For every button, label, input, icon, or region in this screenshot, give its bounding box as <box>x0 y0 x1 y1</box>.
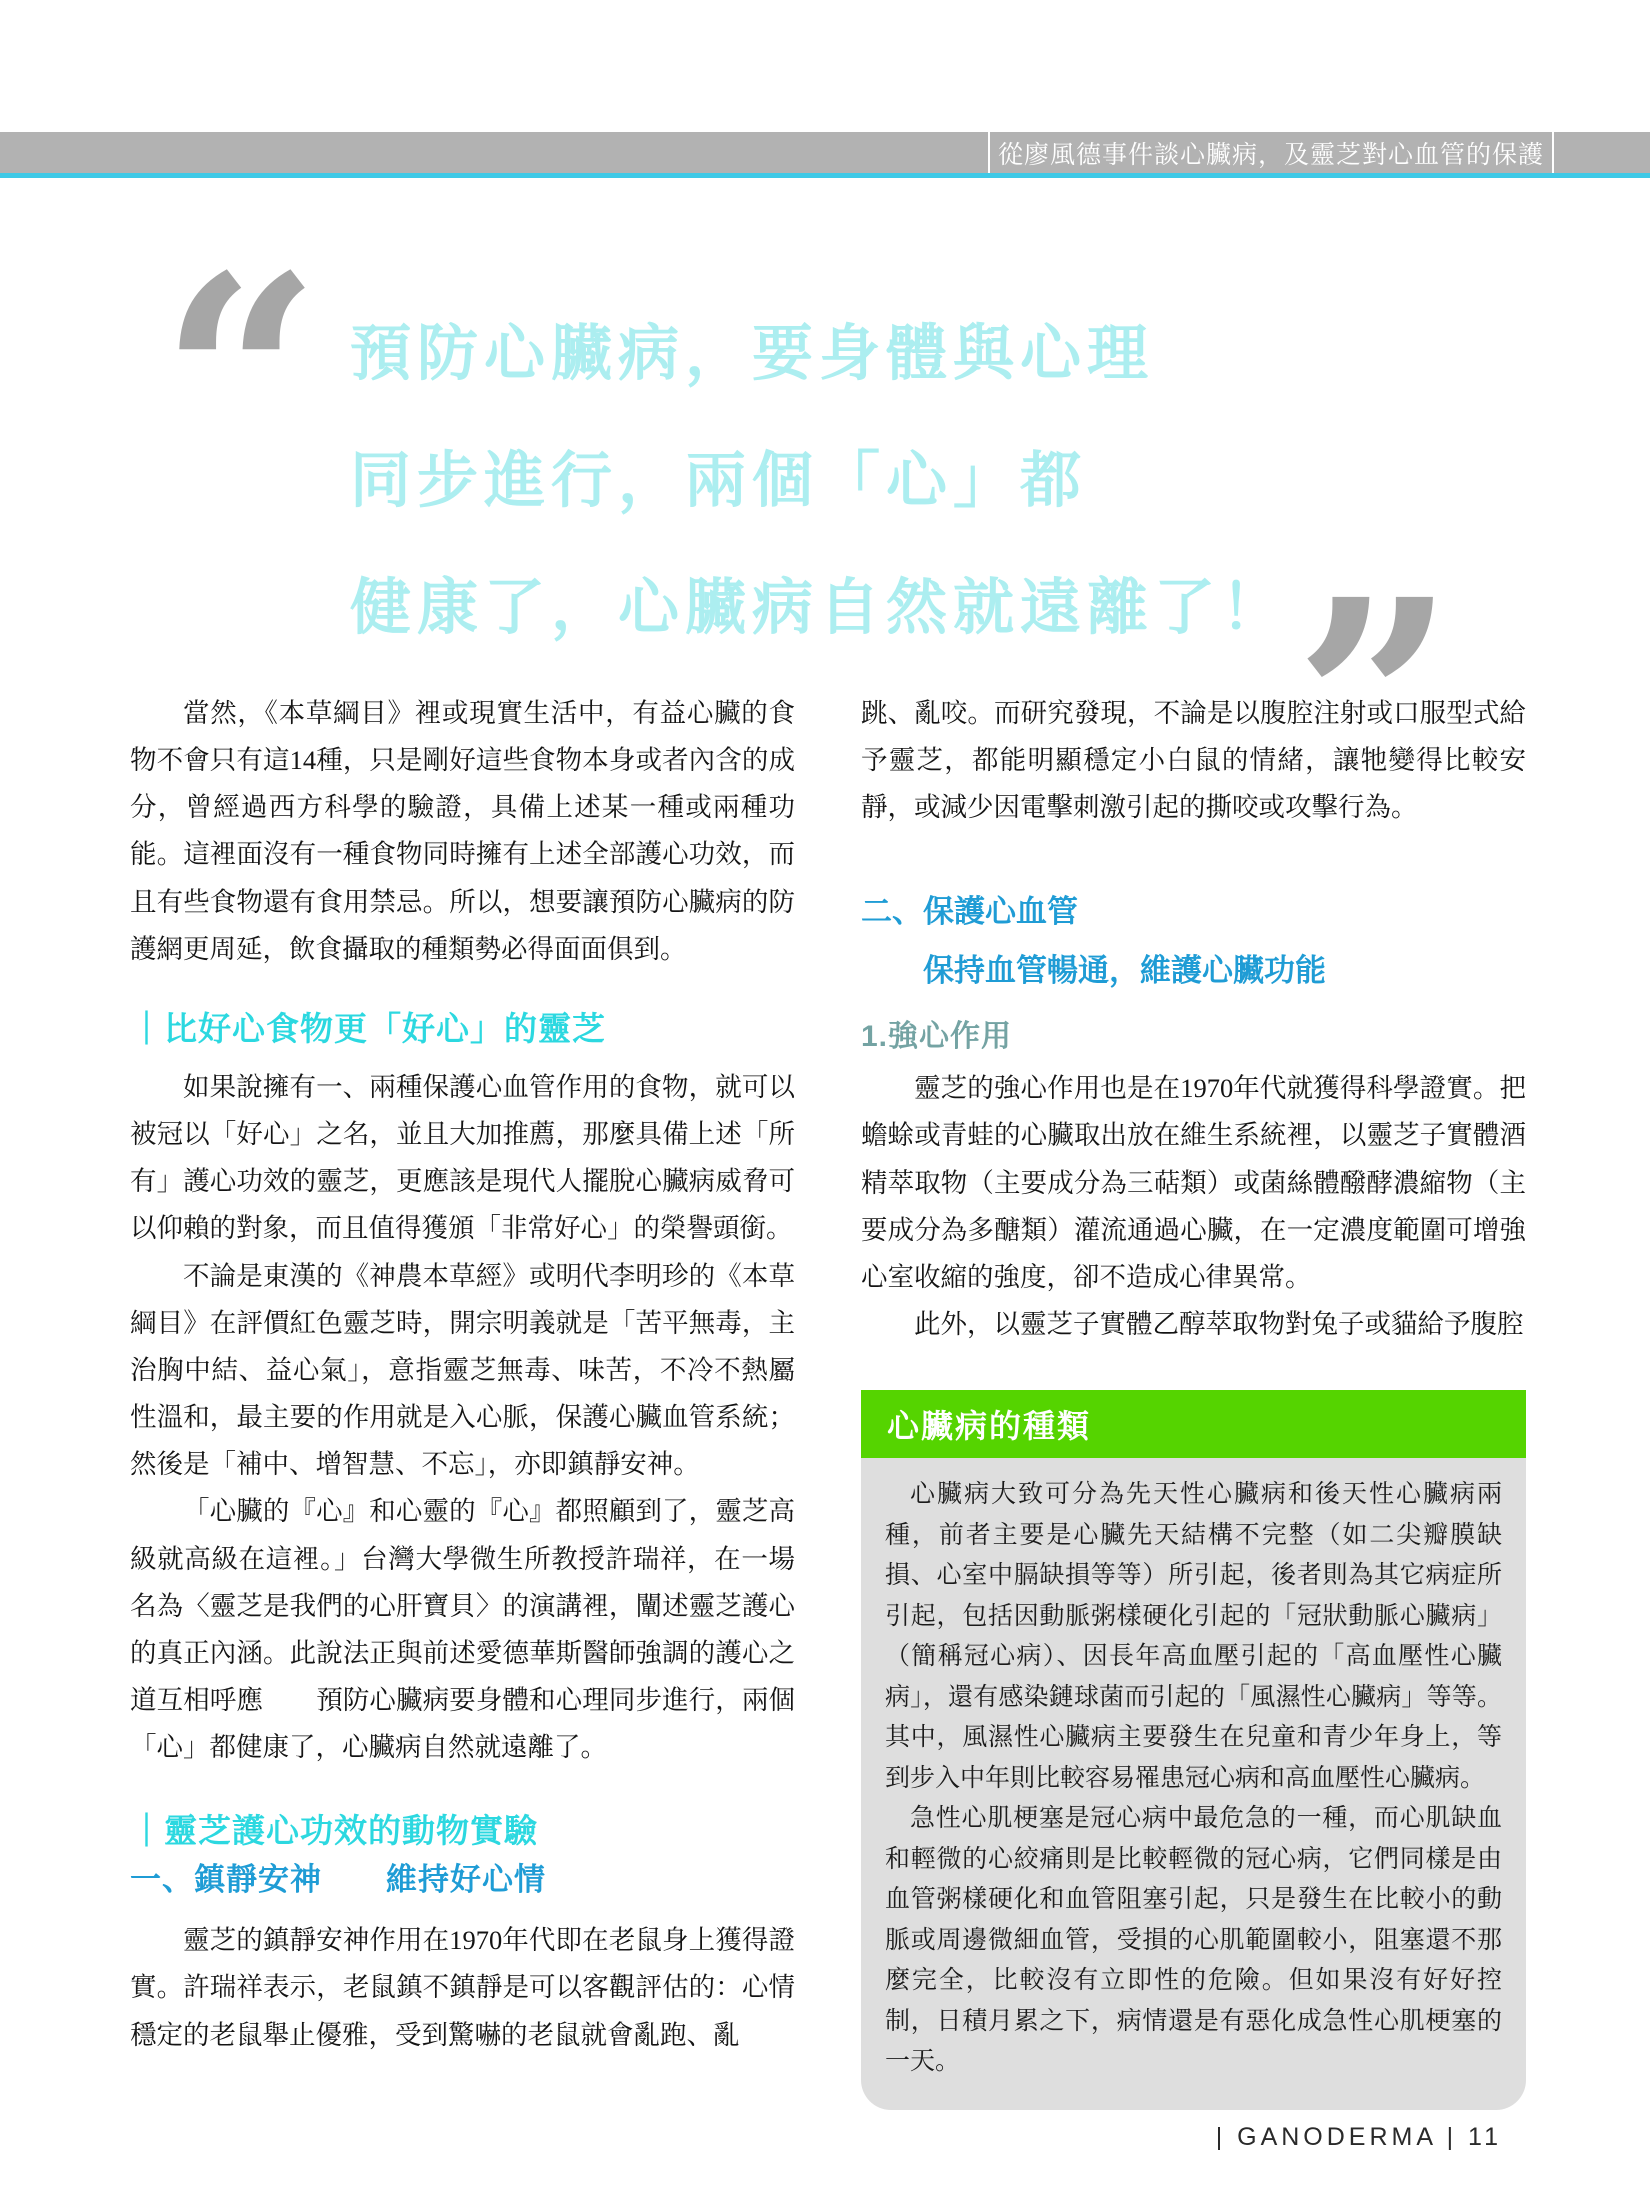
paragraph: 不論是東漢的《神農本草經》或明代李明珍的《本草綱目》在評價紅色靈芝時，開宗明義就是「苦平無毒，主治胸中結、益心氣」，意指靈芝無毒、味苦，不冷不熱屬性溫和，最主要的作用就是入心脈，保護心臟血管系統；然後是「補中、增智慧、不忘」，亦即鎮靜安神。 <box>130 1260 795 1480</box>
paragraph: 跳、亂咬。而研究發現，不論是以腹腔注射或口服型式給予靈芝，都能明顯穩定小白鼠的情緒，讓牠變得比較安靜，或減少因電擊刺激引起的撕咬或攻擊行為。 <box>861 698 1526 823</box>
pull-quote-line-1: 預防心臟病，要身體與心理 <box>350 321 1155 388</box>
pull-quote-line-3-text: 健康了，心臟病自然就遠離了！ <box>350 574 1289 642</box>
pull-quote-line-2: 同步進行，兩個「心」都 <box>350 447 1088 515</box>
header-bar <box>0 132 1650 178</box>
open-quote-icon: “ <box>160 215 322 544</box>
info-box-paragraph: 心臟病大致可分為先天性心臟病和後天性心臟病兩種，前者主要是心臟先天結構不完整（如二尖瓣膜缺損、心室中膈缺損等等）所引起，後者則為其它病症所引起，包括因動脈粥樣硬化引起的「冠狀動脈心臟病」（簡稱冠心病）、因長年高血壓引起的「高血壓性心臟病」，還有感染鏈球菌而引起的「風濕性心臟病」等等。其中，風濕性心臟病主要發生在兒童和青少年身上，等到步入中年則比較容易罹患冠心病和高血壓性心臟病。 <box>885 1480 1502 1792</box>
paragraph: 當然，《本草綱目》裡或現實生活中，有益心臟的食物不會只有這14種，只是剛好這些食物本身或者內含的成分，曾經過西方科學的驗證，具備上述某一種或兩種功能。這裡面沒有一種食物同時擁有上述全部護心功效，而且有些食物還有食用禁忌。所以，想要讓預防心臟病的防護網更周延，飲食攝取的種類勢必得面面俱到。 <box>130 698 795 964</box>
article-body <box>130 690 1526 2110</box>
paragraph: 靈芝的強心作用也是在1970年代就獲得科學證實。把蟾蜍或青蛙的心臟取出放在維生系統裡，以靈芝子實體酒精萃取物（主要成分為三萜類）或菌絲體醱酵濃縮物（主要成分為多醣類）灌流通過心臟，在一定濃度範圍可增強心室收縮的強度，卻不造成心律異常。 <box>861 1073 1526 1292</box>
paragraph: 如果說擁有一、兩種保護心血管作用的食物，就可以被冠以「好心」之名，並且大加推薦，那麼具備上述「所有」護心功效的靈芝，更應該是現代人擺脫心臟病威脅可以仰賴的對象，而且值得獲頒「非常好心」的榮譽頭銜。 <box>130 1071 795 1244</box>
page-footer: | GANODERMA | 11 <box>1215 2123 1502 2151</box>
subheading-line-1: 二、保護心血管 <box>861 894 1078 930</box>
pull-quote-line-3: 健康了，心臟病自然就遠離了！” <box>350 539 1456 869</box>
subheading-cardiotonic-effect: 1.強心作用 <box>861 1020 1013 1054</box>
left-column <box>130 690 795 2110</box>
section-heading-animal-experiments: ｜靈芝護心功效的動物實驗 <box>130 1814 538 1851</box>
right-column <box>861 690 1526 2110</box>
paragraph: 「心臟的『心』和心靈的『心』都照顧到了，靈芝高級就高級在這裡。」台灣大學微生所教授許瑞祥，在一場名為〈靈芝是我們的心肝寶貝〉的演講裡，闡述靈芝護心的真正內涵。此說法正與前述愛德華斯醫師強調的護心之道互相呼應 預防心臟病要身體和心理同步進行，兩個「心」都健康了，心臟病自然就遠離了。 <box>130 1496 795 1763</box>
page-running-title: 從廖風德事件談心臟病，及靈芝對心血管的保護 <box>988 132 1554 173</box>
paragraph: 靈芝的鎮靜安神作用在1970年代即在老鼠身上獲得證實。許瑞祥表示，老鼠鎮不鎮靜是可以客觀評估的：心情穩定的老鼠舉止優雅，受到驚嚇的老鼠就會亂跑、亂 <box>130 1925 795 2050</box>
subheading-cardiovascular-protection <box>861 883 1526 1001</box>
subheading-line-2: 保持血管暢通，維護心臟功能 <box>923 953 1326 989</box>
subheading-calming: 一、鎮靜安神 維持好心情 <box>130 1862 546 1898</box>
info-box-body <box>861 1458 1526 2110</box>
paragraph: 此外，以靈芝子實體乙醇萃取物對兔子或貓給予腹腔 <box>914 1309 1524 1340</box>
section-heading-good-heart-lingzhi: ｜比好心食物更「好心」的靈芝 <box>130 1011 606 1048</box>
heart-disease-types-box <box>861 1390 1526 2110</box>
info-box-paragraph: 急性心肌梗塞是冠心病中最危急的一種，而心肌缺血和輕微的心絞痛則是比較輕微的冠心病，它們同樣是由血管粥樣硬化和血管阻塞引起，只是發生在比較小的動脈或周邊微細血管，受損的心肌範圍較小，阻塞還不那麼完全，比較沒有立即性的危險。但如果沒有好好控制，日積月累之下，病情還是有惡化成急性心肌梗塞的一天。 <box>885 1804 1502 2076</box>
info-box-title: 心臟病的種類 <box>861 1390 1526 1458</box>
